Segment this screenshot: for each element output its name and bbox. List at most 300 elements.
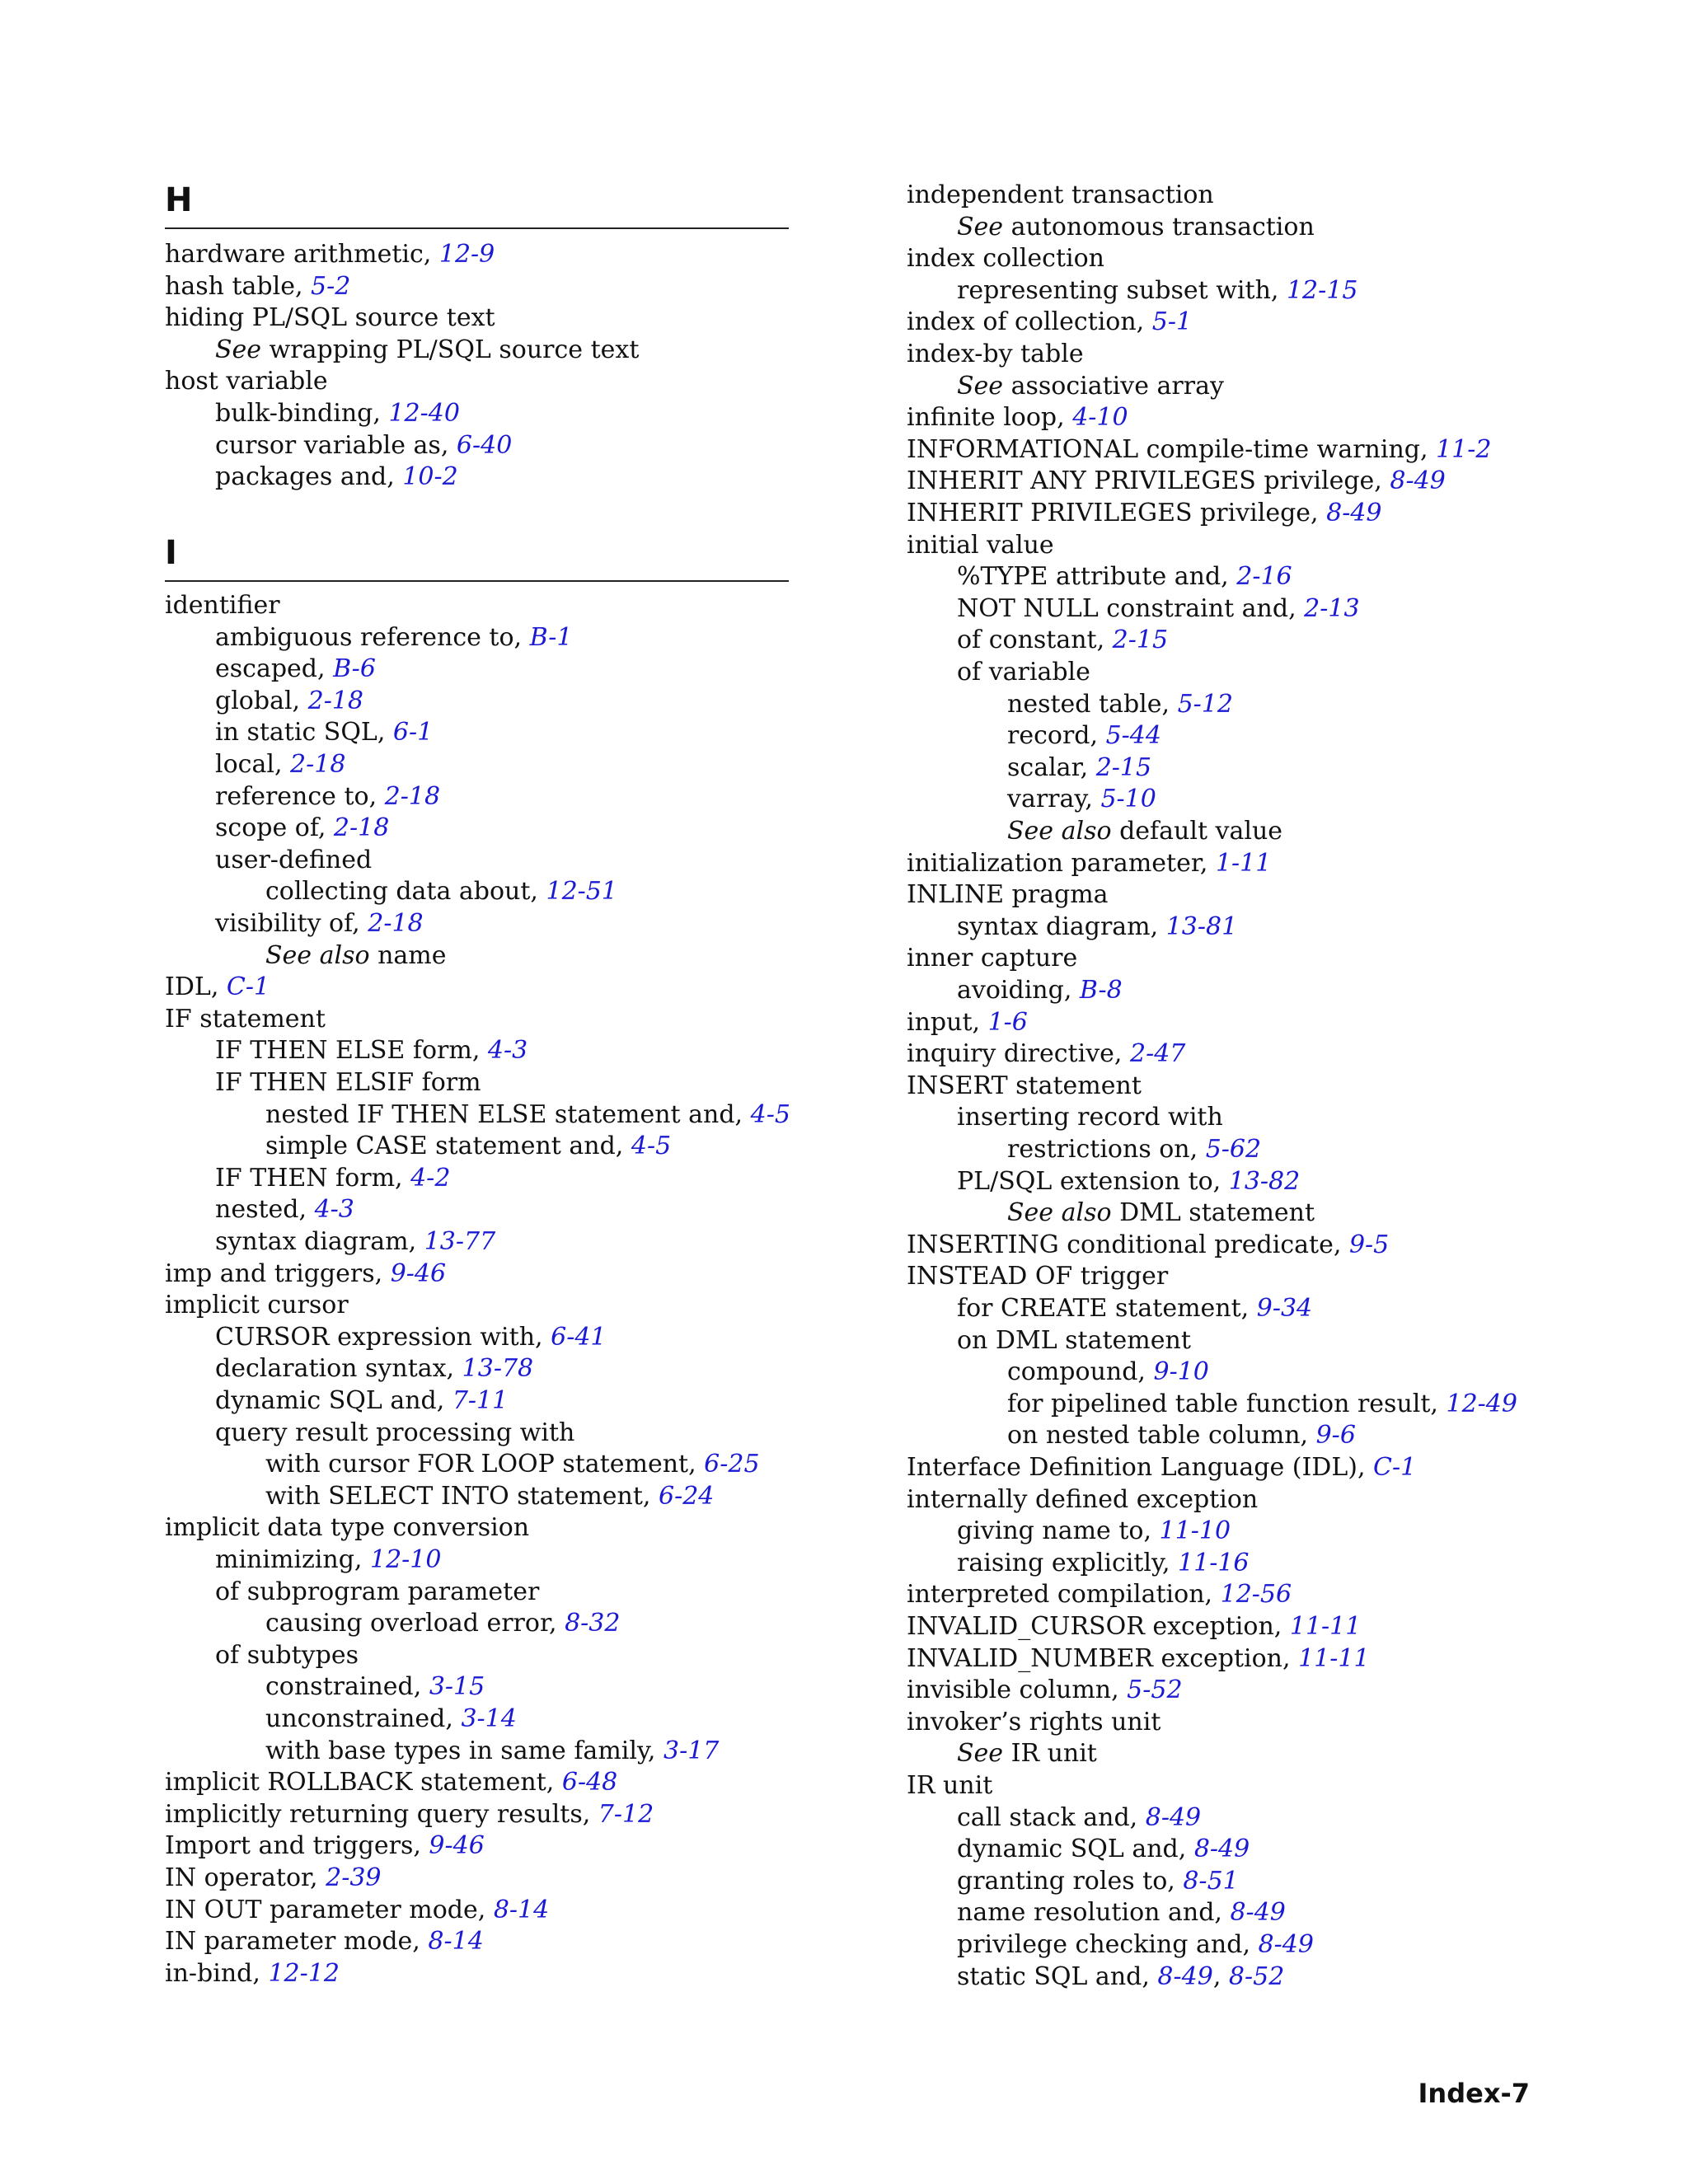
index-term: dynamic SQL and, — [957, 1835, 1194, 1864]
index-entry — [215, 908, 424, 940]
index-term: visibility of, — [215, 909, 368, 938]
index-term: IN operator, — [165, 1863, 326, 1892]
index-term: simple CASE statement and, — [265, 1132, 631, 1161]
index-term: IDL, — [165, 972, 227, 1002]
page-reference-link[interactable]: 5-1 — [1151, 307, 1193, 337]
index-term: inserting record with — [957, 1103, 1223, 1132]
index-entry — [907, 1611, 1361, 1643]
index-term: INSTEAD OF trigger — [907, 1262, 1169, 1291]
index-term: IN OUT parameter mode, — [165, 1895, 494, 1924]
index-term: INLINE pragma — [907, 880, 1109, 910]
index-term: of variable — [957, 658, 1090, 687]
page-reference-link[interactable]: 2-18 — [368, 909, 424, 938]
index-term: local, — [215, 750, 291, 779]
index-entry — [907, 1643, 1370, 1675]
page-reference-link[interactable]: 12-40 — [388, 399, 460, 428]
index-entry — [957, 1866, 1239, 1897]
index-entry — [265, 1099, 790, 1131]
index-term: compound, — [1007, 1357, 1154, 1387]
index-term: varray, — [1007, 785, 1101, 814]
page-reference-link[interactable]: 5-2 — [311, 271, 351, 301]
see-reference-label: See — [215, 335, 262, 364]
page-reference-link[interactable]: 2-16 — [1236, 562, 1292, 592]
page-reference-link[interactable]: 8-49 — [1390, 466, 1446, 496]
index-entry — [215, 462, 458, 493]
index-term: implicit ROLLBACK statement, — [165, 1768, 562, 1797]
index-term: initial value — [907, 530, 1054, 560]
index-term: on DML statement — [957, 1325, 1191, 1355]
index-term: with cursor FOR LOOP statement, — [265, 1450, 705, 1479]
page-reference-link[interactable]: 13-82 — [1228, 1166, 1301, 1196]
index-term: hardware arithmetic, — [165, 240, 439, 269]
index-entry — [957, 593, 1360, 625]
index-term: inquiry directive, — [907, 1039, 1130, 1069]
index-entry — [165, 1004, 326, 1035]
index-entry — [265, 1704, 517, 1735]
index-term: bulk-binding, — [215, 399, 389, 428]
index-term: of subprogram parameter — [215, 1577, 540, 1606]
index-entry — [957, 275, 1357, 307]
index-term: call stack and, — [957, 1802, 1146, 1832]
page-reference-link[interactable]: 2-47 — [1129, 1039, 1186, 1069]
index-term: scalar, — [1007, 752, 1096, 782]
index-term: nested IF THEN ELSE statement and, — [265, 1099, 751, 1129]
page-reference-link[interactable]: 2-13 — [1304, 593, 1360, 623]
index-term: IF statement — [165, 1004, 326, 1033]
index-term: CURSOR expression with, — [215, 1322, 551, 1352]
index-term: wrapping PL/SQL source text — [261, 335, 640, 364]
index-term: raising explicitly, — [957, 1548, 1179, 1577]
page-reference-link[interactable]: 1-11 — [1215, 848, 1272, 878]
page-reference-link[interactable]: 12-15 — [1286, 275, 1358, 305]
index-term: on nested table column, — [1007, 1421, 1316, 1451]
index-term: user-defined — [215, 845, 373, 874]
index-term: infinite loop, — [907, 403, 1073, 433]
page-reference-link[interactable]: 5-44 — [1105, 721, 1161, 751]
index-entry — [215, 717, 433, 748]
index-term: IN parameter mode, — [165, 1927, 429, 1957]
page-reference-link[interactable]: 5-12 — [1177, 689, 1233, 719]
see-reference-label: See also — [1007, 817, 1112, 846]
index-term: giving name to, — [957, 1516, 1160, 1546]
index-entry — [165, 1512, 529, 1544]
index-term: implicit cursor — [165, 1291, 349, 1320]
index-term: IF THEN ELSE form, — [215, 1036, 488, 1066]
index-entry — [165, 1863, 382, 1894]
index-entry — [215, 686, 363, 717]
index-term: INHERIT PRIVILEGES privilege, — [907, 499, 1327, 527]
index-entry — [957, 1548, 1250, 1579]
index-term: scope of, — [215, 813, 334, 843]
index-term: index collection — [907, 244, 1104, 274]
index-term: index of collection, — [907, 307, 1152, 337]
page-reference-link[interactable]: B-1 — [529, 622, 573, 652]
index-entry — [215, 1353, 533, 1385]
page-reference-link[interactable]: 8-49 — [1157, 1961, 1213, 1991]
index-entry — [165, 1799, 654, 1830]
index-entry — [957, 1897, 1286, 1929]
index-term: nested, — [215, 1195, 315, 1225]
index-entry — [907, 180, 1214, 211]
index-term: INSERTING conditional predicate, — [907, 1230, 1349, 1259]
index-entry — [907, 1230, 1389, 1261]
index-entry — [215, 781, 440, 813]
index-term: in static SQL, — [215, 718, 393, 748]
index-term: of subtypes — [215, 1640, 359, 1670]
index-entry — [215, 1226, 495, 1258]
index-term: nested table, — [1007, 689, 1178, 719]
index-entry — [215, 749, 345, 780]
index-term: INVALID_NUMBER exception, — [907, 1643, 1299, 1673]
page-reference-link[interactable]: 4-2 — [410, 1163, 451, 1193]
index-entry — [165, 1958, 340, 1990]
index-term: name — [369, 940, 447, 970]
page-reference-link[interactable]: 3-15 — [429, 1672, 485, 1702]
index-entry — [215, 1035, 528, 1066]
index-entry — [907, 243, 1104, 274]
index-term: constrained, — [265, 1672, 429, 1702]
index-entry — [215, 398, 460, 429]
index-entry — [265, 1608, 620, 1639]
index-entry — [165, 366, 328, 397]
index-term: with SELECT INTO statement, — [265, 1481, 659, 1511]
index-entry — [957, 1961, 1284, 1993]
index-term: %TYPE attribute and, — [957, 562, 1237, 592]
page-reference-link[interactable]: 5-52 — [1127, 1675, 1183, 1705]
page-reference-link[interactable]: 9-34 — [1256, 1294, 1313, 1323]
index-entry — [215, 335, 639, 366]
index-term: record, — [1007, 721, 1106, 751]
page-reference-link[interactable]: 2-15 — [1112, 626, 1169, 655]
ref-separator: , — [1212, 1961, 1229, 1991]
page-reference-link[interactable]: 13-77 — [424, 1227, 496, 1256]
page-reference-link[interactable]: 8-49 — [1145, 1802, 1202, 1832]
index-entry — [957, 975, 1123, 1006]
index-term: hash table, — [165, 271, 312, 301]
index-term: default value — [1111, 817, 1283, 846]
section-heading-h: H — [165, 180, 789, 229]
index-term: granting roles to, — [957, 1866, 1184, 1896]
index-term: avoiding, — [957, 976, 1080, 1005]
page-reference-link[interactable]: 8-32 — [565, 1609, 621, 1638]
index-term: host variable — [165, 367, 328, 396]
page-reference-link[interactable]: 1-6 — [987, 1007, 1028, 1037]
index-entry — [265, 1481, 714, 1512]
page-reference-link[interactable]: 9-5 — [1348, 1230, 1390, 1259]
page-reference-link[interactable]: 4-3 — [314, 1195, 354, 1225]
index-term: for pipelined table function result, — [1007, 1389, 1447, 1418]
index-entry — [957, 1738, 1097, 1769]
index-entry — [165, 1830, 485, 1862]
index-term: packages and, — [215, 462, 403, 492]
index-entry — [1007, 1389, 1517, 1420]
index-entry — [957, 1102, 1223, 1133]
index-term: restrictions on, — [1007, 1135, 1206, 1164]
index-term: declaration syntax, — [215, 1354, 462, 1384]
page-reference-link[interactable]: 2-39 — [326, 1863, 382, 1892]
page-reference-link[interactable]: 13-81 — [1165, 912, 1238, 941]
index-entry — [907, 943, 1077, 974]
see-reference-label: See also — [1007, 1198, 1112, 1228]
index-term: minimizing, — [215, 1545, 370, 1574]
index-term: of constant, — [957, 626, 1113, 655]
index-entry — [1007, 1420, 1356, 1451]
page-reference-link[interactable]: 8-52 — [1228, 1961, 1285, 1991]
index-entry — [215, 654, 376, 685]
index-entry — [957, 1802, 1201, 1834]
index-term: hiding PL/SQL source text — [165, 303, 495, 333]
index-entry — [215, 813, 389, 844]
page-reference-link[interactable]: 12-10 — [370, 1545, 442, 1574]
page-reference-link[interactable]: C-1 — [1373, 1453, 1417, 1482]
index-term: invoker’s rights unit — [907, 1707, 1161, 1736]
page-number: Index-7 — [1418, 2078, 1530, 2109]
index-entry — [1007, 1134, 1261, 1165]
page-reference-link[interactable]: 8-49 — [1193, 1835, 1250, 1864]
index-entry — [165, 1926, 484, 1957]
index-entry — [215, 1163, 450, 1194]
index-term: IF THEN ELSIF form — [215, 1068, 481, 1097]
index-entry — [907, 530, 1054, 561]
page-reference-link[interactable]: 2-18 — [333, 813, 390, 843]
index-entry — [165, 302, 495, 334]
page-reference-link[interactable]: 9-10 — [1153, 1357, 1209, 1387]
index-entry — [265, 1131, 671, 1162]
page-reference-link[interactable]: 12-56 — [1220, 1580, 1292, 1610]
page-reference-link[interactable]: 8-51 — [1183, 1866, 1239, 1896]
index-term: for CREATE statement, — [957, 1294, 1257, 1323]
index-term: IR unit — [907, 1771, 993, 1800]
page-reference-link[interactable]: 2-15 — [1095, 752, 1152, 782]
page-reference-link[interactable]: 5-62 — [1205, 1135, 1262, 1164]
index-entry — [907, 1707, 1160, 1738]
index-entry — [215, 1322, 607, 1353]
index-entry — [215, 1418, 574, 1449]
page-reference-link[interactable]: 4-5 — [750, 1099, 790, 1129]
index-term: internally defined exception — [907, 1484, 1259, 1514]
see-reference-label: See — [957, 371, 1004, 401]
page-reference-link[interactable]: 11-2 — [1436, 434, 1492, 464]
index-term: with base types in same family, — [265, 1736, 663, 1765]
index-term: global, — [215, 686, 308, 715]
index-term: name resolution and, — [957, 1898, 1231, 1928]
page-reference-link[interactable]: C-1 — [226, 972, 270, 1002]
index-entry — [215, 622, 572, 654]
index-term: associative array — [1003, 371, 1224, 401]
index-term: privilege checking and, — [957, 1930, 1259, 1959]
page-reference-link[interactable]: 9-46 — [390, 1258, 447, 1288]
page-reference-link[interactable]: 6-41 — [551, 1322, 607, 1352]
index-entry — [165, 1290, 349, 1321]
page-reference-link[interactable]: B-8 — [1079, 976, 1123, 1005]
index-entry — [907, 1261, 1168, 1292]
index-entry — [907, 879, 1109, 911]
index-term: INFORMATIONAL compile-time warning, — [907, 434, 1437, 464]
index-term: NOT NULL constraint and, — [957, 593, 1305, 623]
index-term: reference to, — [215, 781, 385, 811]
index-entry — [907, 1770, 992, 1802]
index-entry — [265, 1449, 760, 1480]
index-entry — [265, 1671, 485, 1703]
index-entry — [907, 402, 1128, 434]
page-reference-link[interactable]: 2-18 — [384, 781, 441, 811]
index-entry — [957, 657, 1090, 688]
index-entry — [957, 371, 1224, 402]
index-entry — [957, 1516, 1231, 1547]
index-entry — [957, 625, 1168, 656]
page-reference-link[interactable]: 11-10 — [1159, 1516, 1231, 1546]
page-reference-link[interactable]: 9-6 — [1315, 1421, 1356, 1451]
page-reference-link[interactable]: 12-49 — [1446, 1389, 1517, 1418]
index-entry — [907, 1484, 1258, 1516]
section-heading-i: I — [165, 532, 789, 582]
page-reference-link[interactable]: 7-12 — [598, 1799, 654, 1829]
index-term: identifier — [165, 591, 280, 620]
index-term: IR unit — [1003, 1739, 1097, 1769]
index-entry — [907, 1675, 1183, 1706]
page-reference-link[interactable]: 7-11 — [452, 1386, 509, 1415]
index-entry — [907, 1071, 1142, 1102]
index-entry — [1007, 720, 1161, 752]
page-reference-link[interactable]: 5-10 — [1100, 785, 1156, 814]
page-reference-link[interactable]: 6-40 — [456, 430, 513, 460]
index-entry — [265, 1736, 719, 1767]
index-entry — [215, 1067, 481, 1099]
index-entry — [1007, 1197, 1315, 1229]
index-entry — [957, 1929, 1314, 1961]
page-reference-link[interactable]: 8-14 — [493, 1895, 550, 1924]
index-entry — [957, 1293, 1312, 1324]
index-entry — [215, 1577, 539, 1608]
page-reference-link[interactable]: 11-11 — [1298, 1643, 1370, 1673]
index-term: INSERT statement — [907, 1071, 1142, 1100]
index-term: implicit data type conversion — [165, 1513, 530, 1543]
see-reference-label: See — [957, 212, 1004, 241]
index-entry — [215, 845, 372, 876]
index-term: dynamic SQL and, — [215, 1386, 452, 1415]
index-entry — [907, 1579, 1292, 1610]
index-entry — [907, 434, 1491, 466]
page-reference-link[interactable]: 6-25 — [704, 1450, 760, 1479]
page-reference-link[interactable]: 6-1 — [392, 718, 434, 748]
index-entry — [215, 1544, 441, 1576]
index-term: ambiguous reference to, — [215, 622, 530, 652]
index-entry — [215, 1640, 359, 1671]
index-entry — [957, 912, 1237, 943]
page-reference-link[interactable]: 11-16 — [1178, 1548, 1250, 1577]
index-entry — [907, 1452, 1416, 1483]
page-reference-link[interactable]: 12-12 — [268, 1958, 340, 1988]
index-term: syntax diagram, — [957, 912, 1166, 941]
index-term: invisible column, — [907, 1675, 1128, 1705]
index-entry — [907, 1007, 1028, 1038]
page-reference-link[interactable]: 11-11 — [1289, 1612, 1362, 1641]
index-entry — [215, 1194, 354, 1226]
index-entry — [165, 271, 350, 302]
page-reference-link[interactable]: 9-46 — [429, 1831, 485, 1861]
index-term: interpreted compilation, — [907, 1580, 1221, 1610]
page-reference-link[interactable]: 6-48 — [561, 1768, 618, 1797]
index-entry — [1007, 689, 1233, 720]
index-term: in-bind, — [165, 1958, 269, 1988]
index-term: input, — [907, 1007, 988, 1037]
index-entry — [165, 239, 495, 270]
index-term: syntax diagram, — [215, 1227, 424, 1256]
index-term: DML statement — [1111, 1198, 1315, 1228]
index-term: implicitly returning query results, — [165, 1799, 598, 1829]
page-reference-link[interactable]: 3-14 — [461, 1704, 517, 1733]
index-entry — [165, 1258, 446, 1290]
page-reference-link[interactable]: B-6 — [333, 654, 376, 684]
page-reference-link[interactable]: 2-18 — [290, 750, 346, 779]
index-term: initialization parameter, — [907, 848, 1216, 878]
index-term: PL/SQL extension to, — [957, 1166, 1229, 1196]
page-reference-link[interactable]: 10-2 — [402, 462, 458, 492]
index-term: index-by table — [907, 340, 1084, 368]
index-entry — [215, 430, 512, 462]
index-term: causing overload error, — [265, 1609, 565, 1638]
index-entry — [1007, 784, 1156, 815]
page-reference-link[interactable]: 4-10 — [1072, 403, 1128, 433]
index-entry — [957, 561, 1292, 593]
index-term: cursor variable as, — [215, 430, 457, 460]
index-term: Interface Definition Language (IDL), — [907, 1453, 1374, 1482]
index-entry — [907, 1038, 1185, 1070]
page-reference-link[interactable]: 8-49 — [1326, 499, 1382, 527]
index-term: escaped, — [215, 654, 334, 684]
index-entry — [1007, 752, 1151, 784]
index-entry — [165, 972, 270, 1003]
index-entry — [907, 307, 1192, 338]
page-reference-link[interactable]: 8-14 — [428, 1927, 484, 1957]
page-reference-link[interactable]: 13-78 — [462, 1354, 534, 1384]
index-entry — [957, 1166, 1300, 1197]
page-reference-link[interactable]: 4-5 — [631, 1132, 672, 1161]
page-reference-link[interactable]: 6-24 — [659, 1481, 715, 1511]
page-reference-link[interactable]: 8-49 — [1258, 1930, 1314, 1959]
index-term: INHERIT ANY PRIVILEGES privilege, — [907, 466, 1390, 496]
index-entry — [907, 848, 1271, 879]
page-reference-link[interactable]: 4-3 — [487, 1036, 528, 1066]
index-term: query result processing with — [215, 1418, 575, 1447]
index-entry — [215, 1385, 508, 1417]
index-term: imp and triggers, — [165, 1258, 391, 1288]
index-entry — [907, 339, 1084, 370]
page-reference-link[interactable]: 12-51 — [546, 877, 617, 907]
index-entry — [165, 1767, 617, 1798]
index-entry — [165, 1895, 549, 1926]
index-entry — [1007, 816, 1282, 847]
page-reference-link[interactable]: 2-18 — [307, 686, 364, 715]
index-term: INVALID_CURSOR exception, — [907, 1612, 1290, 1641]
index-entry — [1007, 1357, 1209, 1388]
index-entry — [907, 466, 1446, 497]
page-reference-link[interactable]: 12-9 — [438, 240, 495, 269]
index-term: unconstrained, — [265, 1704, 462, 1733]
index-term: independent transaction — [907, 180, 1214, 209]
index-term: static SQL and, — [957, 1961, 1158, 1991]
see-reference-label: See — [957, 1739, 1004, 1769]
index-entry — [907, 498, 1382, 529]
page-reference-link[interactable]: 8-49 — [1230, 1898, 1286, 1928]
index-entry — [265, 876, 617, 907]
index-entry — [957, 1834, 1250, 1865]
index-term: representing subset with, — [957, 275, 1287, 305]
index-term: inner capture — [907, 944, 1078, 973]
index-entry — [957, 212, 1315, 243]
see-reference-label: See also — [265, 940, 370, 970]
page-reference-link[interactable]: 3-17 — [663, 1736, 720, 1765]
